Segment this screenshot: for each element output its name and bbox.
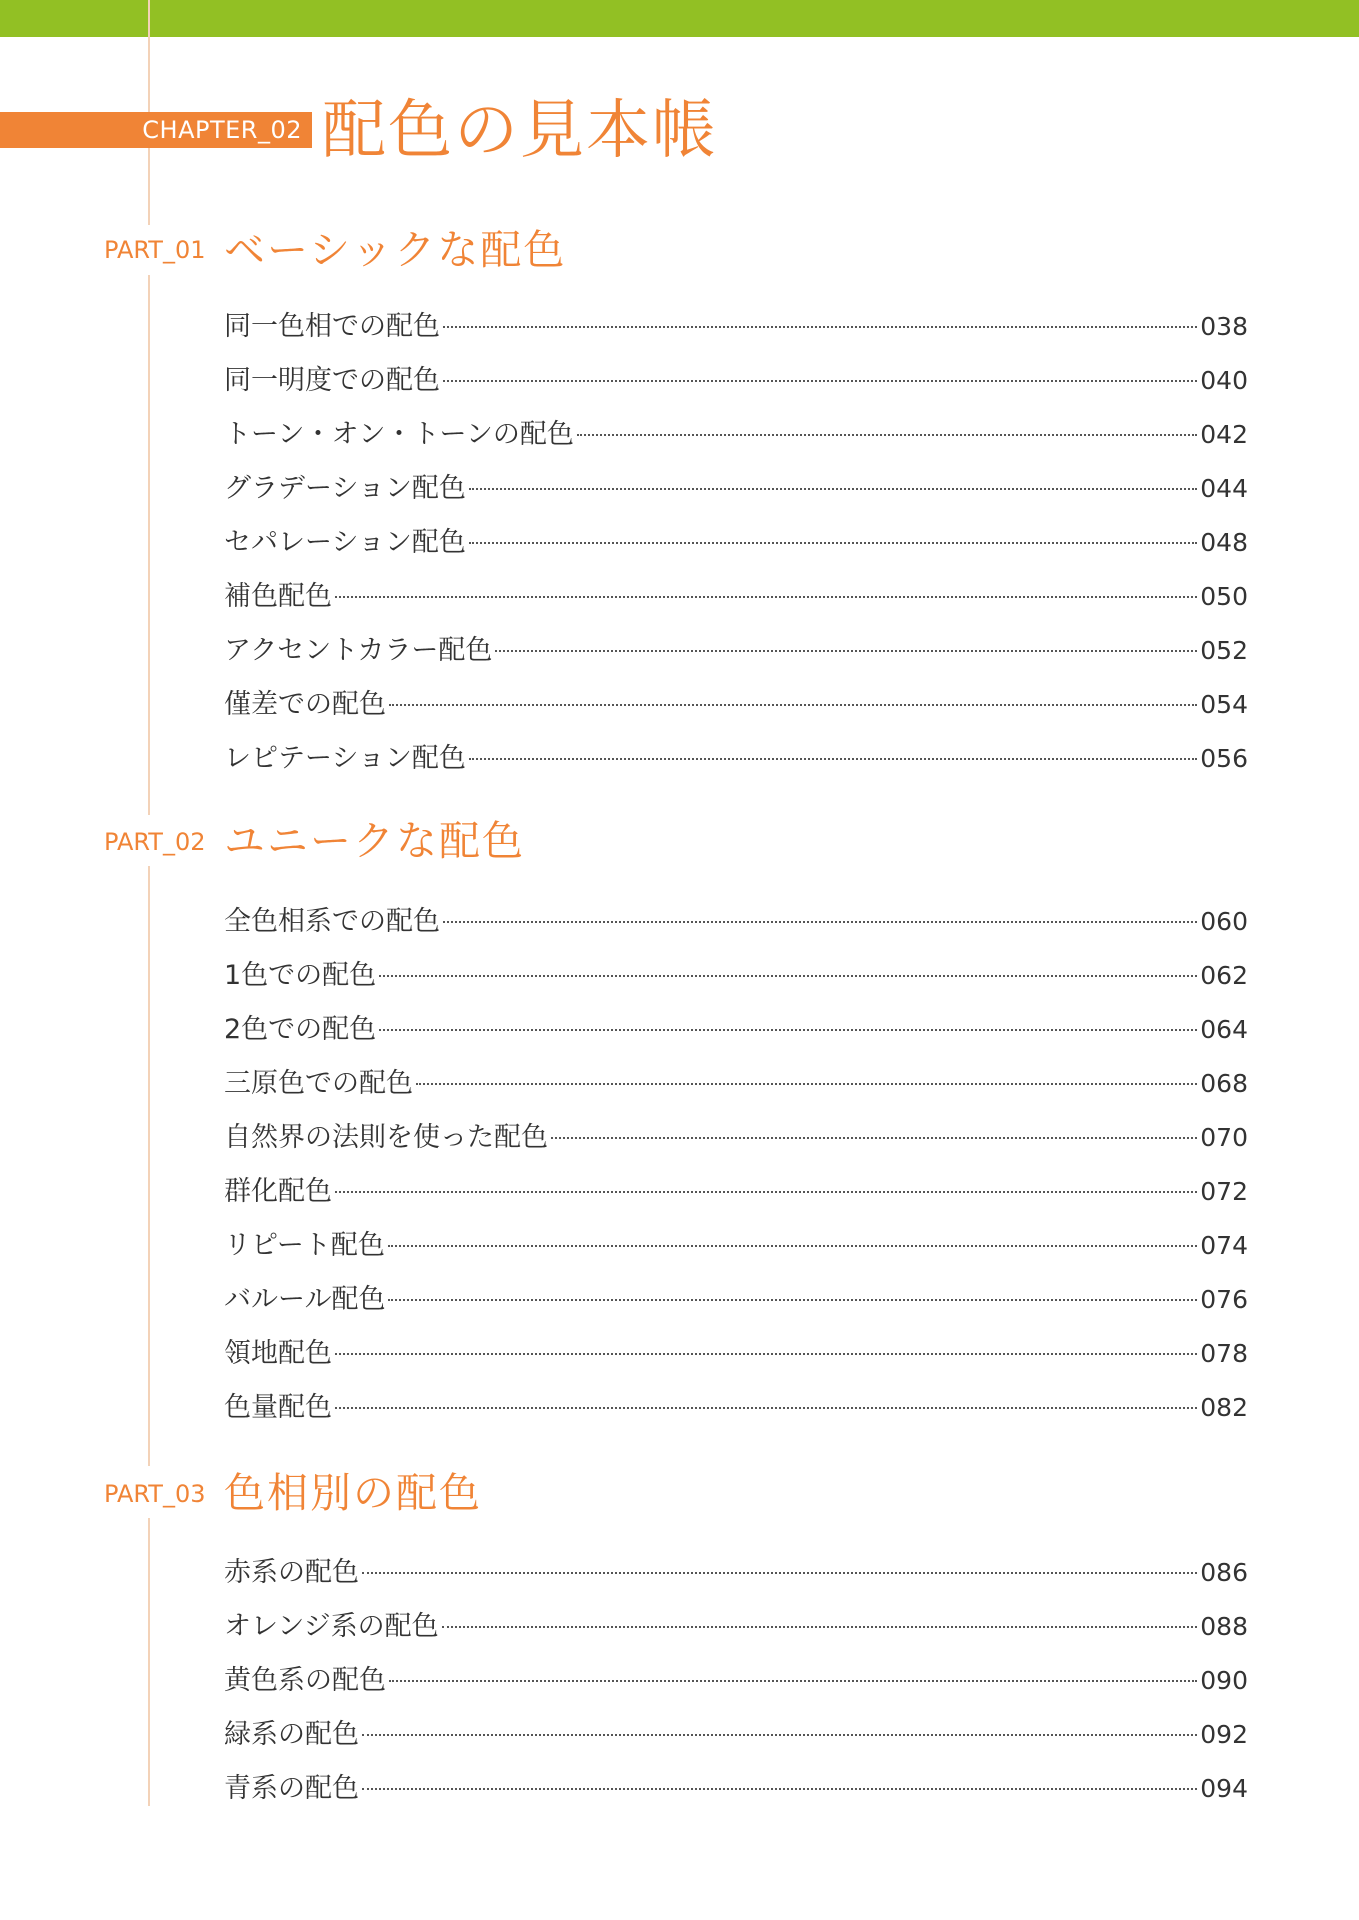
toc-entry[interactable] [224, 1003, 1248, 1057]
toc-entry-label: 三原色での配色 [224, 1068, 413, 1099]
toc-page-number: 094 [1200, 1774, 1248, 1803]
part-label: PART_01 [104, 236, 206, 264]
toc-entry-label: 青系の配色 [224, 1773, 359, 1804]
dot-leader [388, 1245, 1197, 1247]
toc-page-number: 060 [1200, 907, 1248, 936]
dot-leader [379, 1029, 1197, 1031]
dot-leader [362, 1788, 1197, 1790]
toc-page-number: 040 [1200, 366, 1248, 395]
toc-entry[interactable] [224, 678, 1248, 732]
dot-leader [443, 380, 1197, 382]
toc-page-number: 064 [1200, 1015, 1248, 1044]
toc-page-number: 048 [1200, 528, 1248, 557]
toc-entry-label: レピテーション配色 [224, 743, 466, 774]
toc-page-number: 088 [1200, 1612, 1248, 1641]
dot-leader [335, 1407, 1197, 1409]
toc-entry[interactable] [224, 1273, 1248, 1327]
dot-leader [469, 758, 1197, 760]
toc-entry-label: バルール配色 [224, 1284, 386, 1315]
dot-leader [389, 1680, 1197, 1682]
toc-page-number: 078 [1200, 1339, 1248, 1368]
toc-list [224, 1546, 1248, 1816]
toc-page-number: 082 [1200, 1393, 1248, 1422]
toc-entry[interactable] [224, 1762, 1248, 1816]
toc-entry[interactable] [224, 1111, 1248, 1165]
toc-entry[interactable] [224, 1381, 1248, 1435]
toc-entry-label: 2色での配色 [224, 1014, 377, 1045]
toc-entry-label: オレンジ系の配色 [224, 1611, 439, 1642]
toc-entry[interactable] [224, 949, 1248, 1003]
toc-entry[interactable] [224, 570, 1248, 624]
dot-leader [335, 1191, 1197, 1193]
toc-entry[interactable] [224, 1165, 1248, 1219]
part-title: 色相別の配色 [224, 1469, 482, 1517]
toc-page-number: 062 [1200, 961, 1248, 990]
toc-page-number: 092 [1200, 1720, 1248, 1749]
dot-leader [469, 542, 1197, 544]
toc-page-number: 090 [1200, 1666, 1248, 1695]
toc-entry-label: 赤系の配色 [224, 1557, 359, 1588]
toc-page-number: 070 [1200, 1123, 1248, 1152]
toc-list [224, 300, 1248, 786]
toc-entry-label: グラデーション配色 [224, 473, 466, 504]
toc-page-number: 038 [1200, 312, 1248, 341]
toc-entry-label: 補色配色 [224, 581, 332, 612]
toc-entry-label: 群化配色 [224, 1176, 332, 1207]
dot-leader [577, 434, 1197, 436]
chapter-title: 配色の見本帳 [322, 94, 718, 168]
toc-entry[interactable] [224, 354, 1248, 408]
toc-entry-label: 色量配色 [224, 1392, 332, 1423]
toc-page-number: 076 [1200, 1285, 1248, 1314]
part-title: ユニークな配色 [224, 817, 525, 865]
vertical-rule [148, 1518, 150, 1806]
toc-entry[interactable] [224, 732, 1248, 786]
toc-entry[interactable] [224, 408, 1248, 462]
toc-page-number: 056 [1200, 744, 1248, 773]
top-color-bar [0, 0, 1359, 37]
dot-leader [388, 1299, 1197, 1301]
toc-page-number: 086 [1200, 1558, 1248, 1587]
toc-entry[interactable] [224, 1219, 1248, 1273]
toc-entry-label: 同一明度での配色 [224, 365, 440, 396]
toc-page-number: 042 [1200, 420, 1248, 449]
toc-page-number: 044 [1200, 474, 1248, 503]
toc-entry-label: 黄色系の配色 [224, 1665, 386, 1696]
toc-entry-label: 1色での配色 [224, 960, 377, 991]
toc-entry[interactable] [224, 1327, 1248, 1381]
dot-leader [362, 1572, 1197, 1574]
toc-entry[interactable] [224, 624, 1248, 678]
dot-leader [469, 488, 1197, 490]
part-label: PART_02 [104, 828, 206, 856]
dot-leader [495, 650, 1197, 652]
vertical-rule [148, 866, 150, 1466]
toc-entry-label: 緑系の配色 [224, 1719, 359, 1750]
toc-entry[interactable] [224, 300, 1248, 354]
dot-leader [335, 596, 1197, 598]
toc-entry[interactable] [224, 1654, 1248, 1708]
toc-page-number: 052 [1200, 636, 1248, 665]
toc-entry-label: セパレーション配色 [224, 527, 466, 558]
dot-leader [442, 1626, 1198, 1628]
toc-entry-label: 同一色相での配色 [224, 311, 440, 342]
dot-leader [443, 921, 1197, 923]
toc-page-number: 050 [1200, 582, 1248, 611]
toc-entry-label: 全色相系での配色 [224, 906, 440, 937]
toc-list [224, 895, 1248, 1435]
toc-entry-label: 領地配色 [224, 1338, 332, 1369]
toc-entry[interactable] [224, 1546, 1248, 1600]
toc-entry-label: リピート配色 [224, 1230, 385, 1261]
toc-entry[interactable] [224, 1708, 1248, 1762]
toc-entry[interactable] [224, 516, 1248, 570]
toc-page-number: 068 [1200, 1069, 1248, 1098]
toc-entry[interactable] [224, 1057, 1248, 1111]
toc-entry-label: 僅差での配色 [224, 689, 386, 720]
dot-leader [551, 1137, 1197, 1139]
dot-leader [443, 326, 1197, 328]
dot-leader [335, 1353, 1197, 1355]
toc-page-number: 054 [1200, 690, 1248, 719]
toc-entry[interactable] [224, 462, 1248, 516]
dot-leader [362, 1734, 1197, 1736]
toc-entry-label: 自然界の法則を使った配色 [224, 1122, 548, 1153]
toc-entry[interactable] [224, 895, 1248, 949]
toc-page-number: 074 [1200, 1231, 1248, 1260]
dot-leader [416, 1083, 1197, 1085]
part-title: ベーシックな配色 [224, 226, 567, 274]
chapter-label: CHAPTER_02 [0, 112, 312, 148]
part-label: PART_03 [104, 1480, 206, 1508]
toc-page-number: 072 [1200, 1177, 1248, 1206]
vertical-rule [148, 275, 150, 815]
toc-entry-label: トーン・オン・トーンの配色 [224, 419, 574, 450]
toc-entry[interactable] [224, 1600, 1248, 1654]
dot-leader [389, 704, 1197, 706]
toc-entry-label: アクセントカラー配色 [224, 635, 493, 666]
dot-leader [379, 975, 1197, 977]
